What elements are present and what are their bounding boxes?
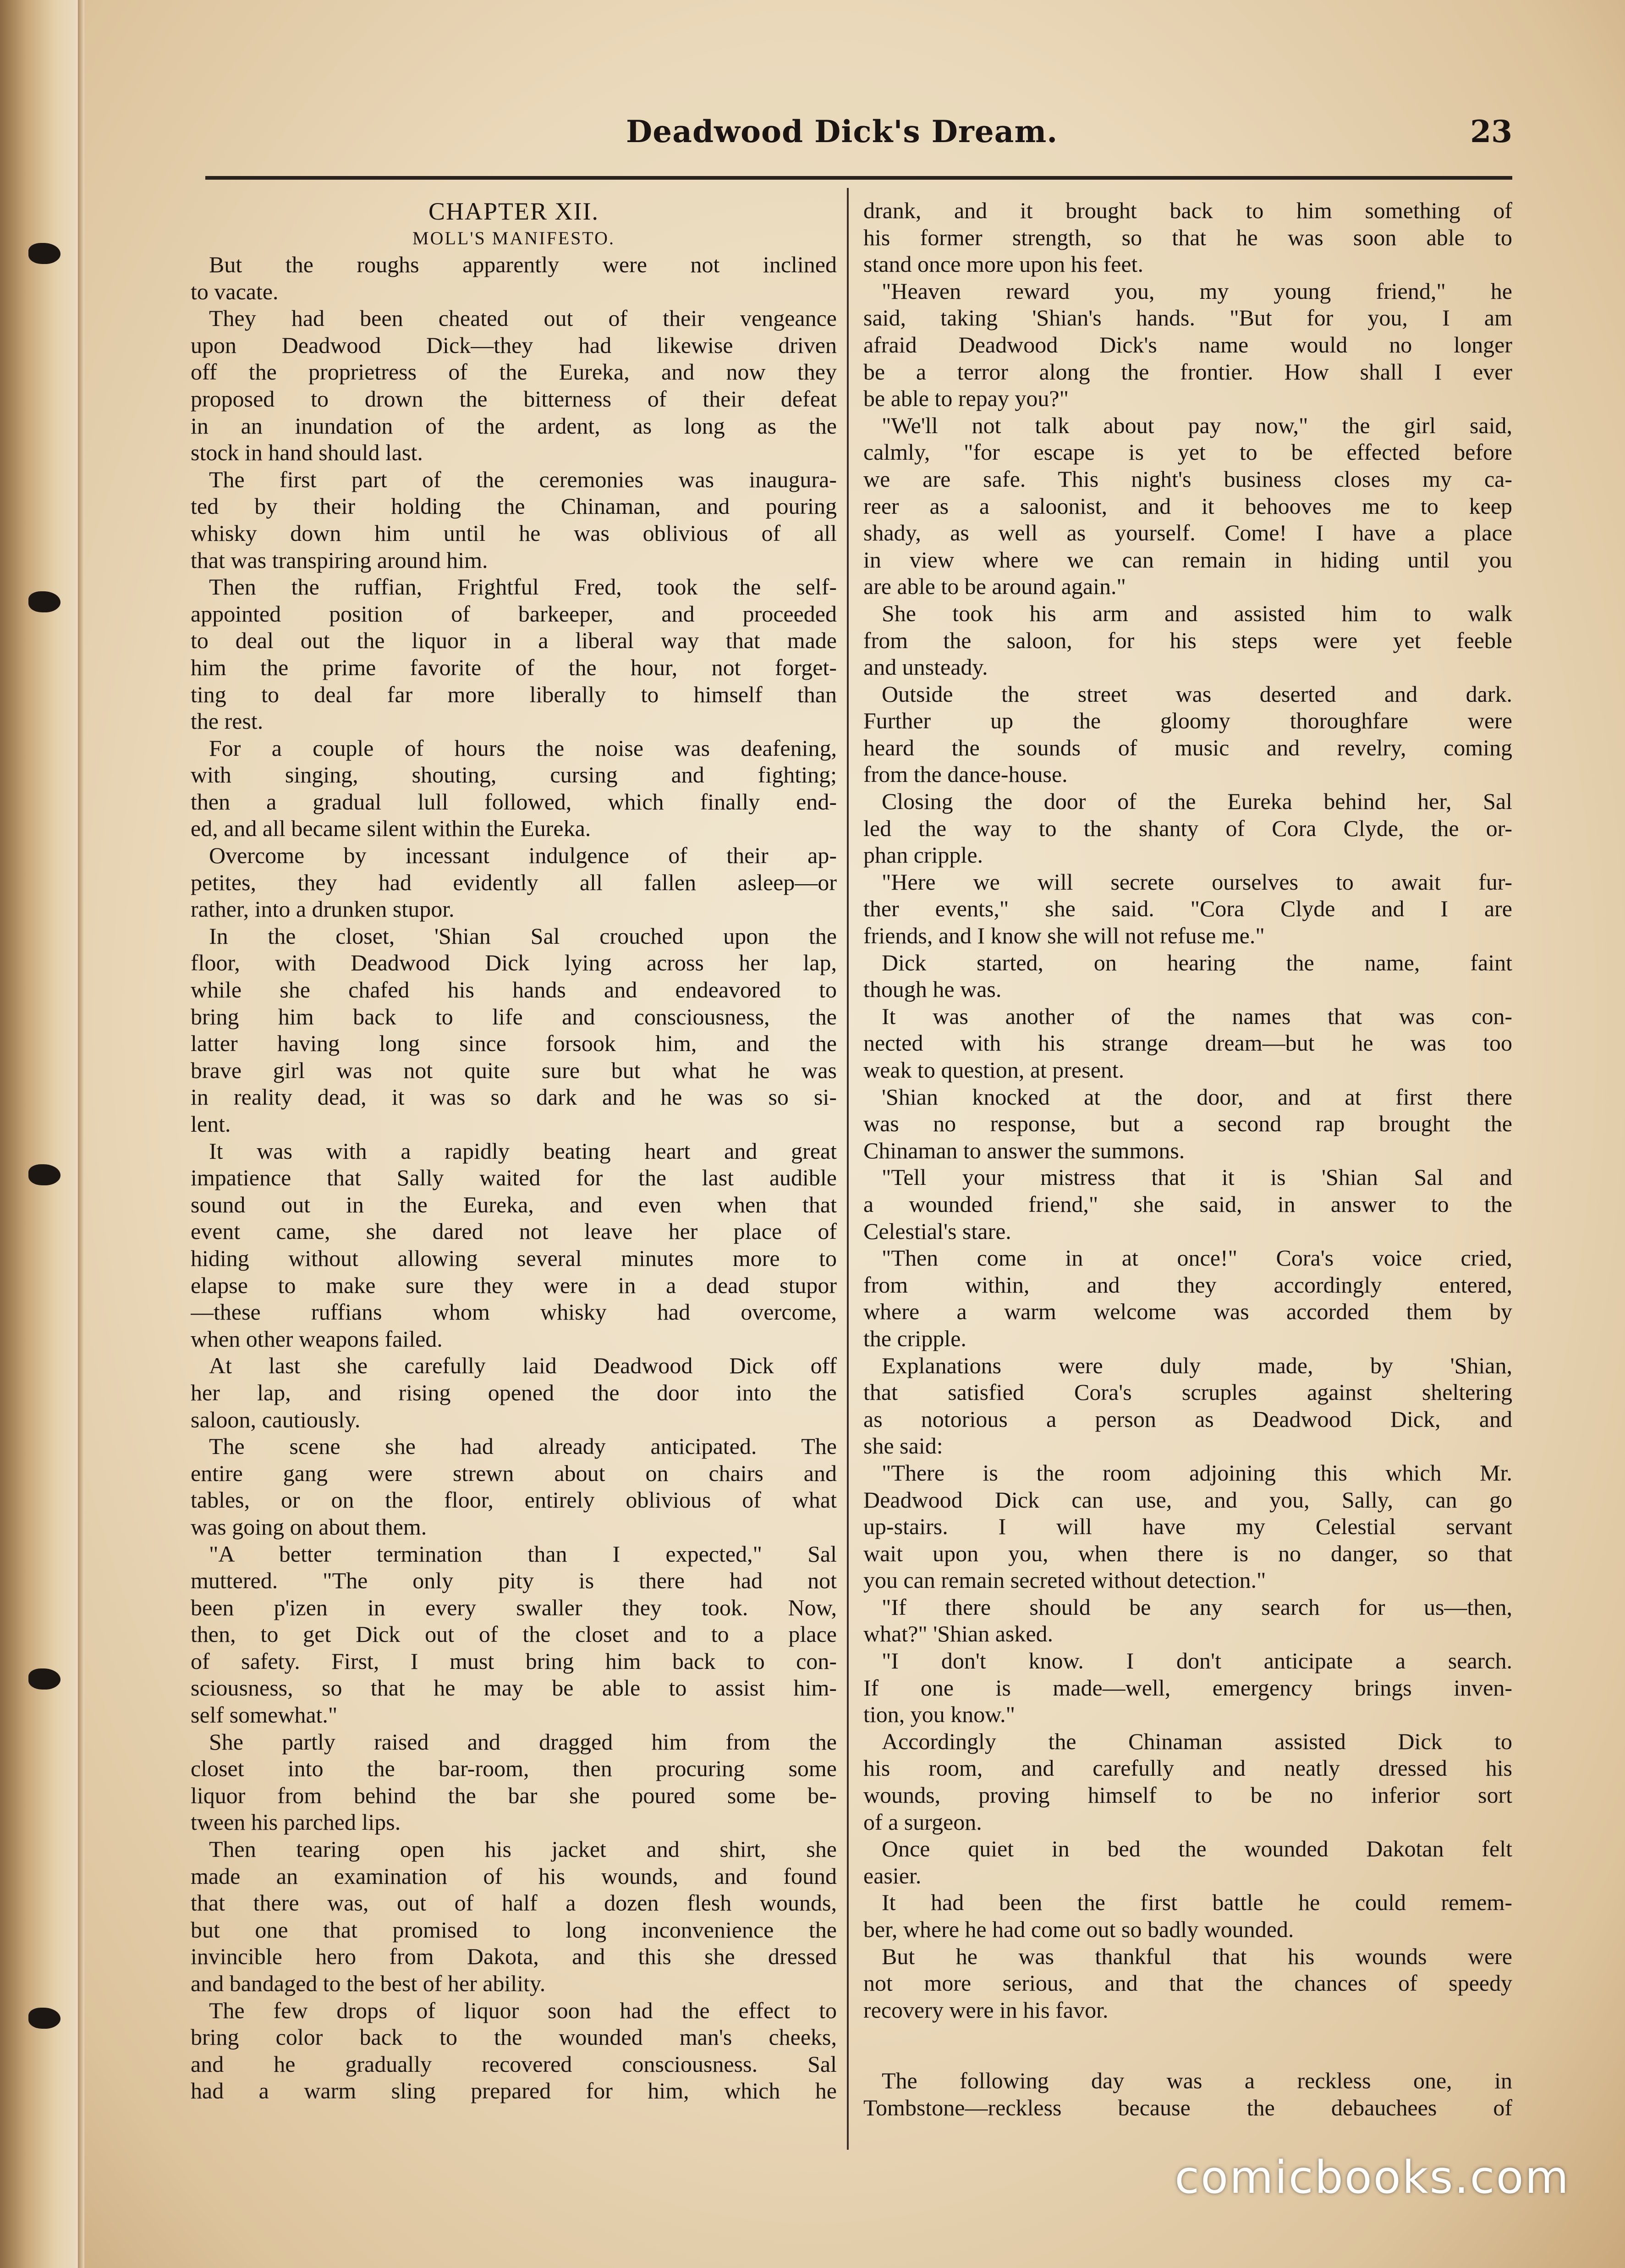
text-line: invincible hero from Dakota, and this she dressed [191, 1943, 837, 1970]
text-line: "Then come in at once!" Cora's voice cried, [882, 1245, 1512, 1271]
page-number: 23 [1470, 114, 1512, 149]
text-line: are able to be around again." [863, 573, 1126, 600]
text-line: we are safe. This night's business closes my ca- [863, 466, 1512, 492]
binding-stitch [28, 1164, 60, 1185]
text-line: appointed position of barkeeper, and proceeded [191, 600, 837, 627]
text-line: bring color back to the wounded man's cheeks, [191, 2024, 837, 2050]
text-line: self somewhat." [191, 1702, 338, 1728]
text-line: be able to repay you?" [863, 385, 1069, 412]
text-line: She took his arm and assisted him to walk [882, 600, 1512, 626]
right-text-column [863, 197, 1512, 2121]
header-rule [205, 176, 1512, 180]
text-line: It had been the first battle he could remem- [882, 1889, 1512, 1916]
text-line: that satisfied Cora's scruples against sheltering [863, 1379, 1512, 1405]
text-line: then, to get Dick out of the closet and to a place [191, 1621, 837, 1647]
text-line: sound out in the Eureka, and even when that [191, 1191, 837, 1217]
page-binding-edge [0, 0, 78, 2268]
text-line: It was with a rapidly beating heart and great [209, 1138, 837, 1164]
text-line: shady, as well as yourself. Come! I have a place [863, 520, 1512, 546]
text-line: of a surgeon. [863, 1809, 982, 1835]
text-line: Tombstone—reckless because the debauchees of [863, 2094, 1512, 2120]
text-line: that was transpiring around him. [191, 547, 488, 573]
text-line: stock in hand should last. [191, 440, 423, 466]
text-line: be a terror along the frontier. How shall I ever [863, 358, 1512, 385]
text-line: and unsteady. [863, 654, 988, 680]
text-line: to vacate. [191, 278, 279, 304]
text-line: where a warm welcome was accorded them by [863, 1299, 1512, 1325]
left-text-column [191, 197, 837, 2104]
text-line: ting to deal far more liberally to himself than [191, 681, 837, 707]
text-line: but one that promised to long inconvenience the [191, 1916, 837, 1943]
text-line: She partly raised and dragged him from the [209, 1729, 837, 1755]
text-line: petites, they had evidently all fallen asleep—or [191, 869, 837, 895]
text-line: up-stairs. I will have my Celestial servant [863, 1514, 1512, 1540]
text-line: and bandaged to the best of her ability. [191, 1971, 546, 1996]
binding-stitch [28, 2008, 60, 2029]
text-line: Once quiet in bed the wounded Dakotan felt [882, 1836, 1512, 1862]
text-line: had a warm sling prepared for him, which he [191, 2078, 837, 2104]
text-line: bring him back to life and consciousness, the [191, 1003, 837, 1029]
binding-stitch [28, 591, 60, 612]
text-line: 'Shian knocked at the door, and at first there [882, 1084, 1512, 1110]
running-title: Deadwood Dick's Dream. [626, 114, 1058, 149]
text-line: latter having long since forsook him, and the [191, 1030, 837, 1057]
text-line: led the way to the shanty of Cora Clyde, the or- [863, 815, 1512, 841]
text-line: off the proprietress of the Eureka, and now they [191, 359, 837, 385]
text-line: tween his parched lips. [191, 1809, 401, 1835]
text-line: Closing the door of the Eureka behind her, Sal [882, 788, 1512, 815]
text-line: calmly, "for escape is yet to be effected before [863, 439, 1512, 465]
text-line: Chinaman to answer the summons. [863, 1137, 1185, 1163]
text-line: If one is made—well, emergency brings inven- [863, 1674, 1512, 1701]
chapter-title: CHAPTER XII. [428, 198, 599, 225]
text-line: tables, or on the floor, entirely oblivious of what [191, 1487, 837, 1513]
text-line: Explanations were duly made, by 'Shian, [882, 1352, 1512, 1378]
text-line: been p'izen in every swaller they took. Now, [191, 1594, 837, 1620]
text-line: when other weapons failed. [191, 1326, 443, 1352]
text-line: Dick started, on hearing the name, faint [882, 949, 1512, 975]
text-line: ber, where he had come out so badly wounded. [863, 1916, 1294, 1942]
text-line: But the roughs apparently were not inclined [209, 252, 837, 277]
chapter-subtitle: MOLL'S MANIFESTO. [412, 228, 615, 248]
text-line: But he was thankful that his wounds were [882, 1943, 1512, 1969]
text-line: drank, and it brought back to him something of [863, 198, 1512, 223]
text-line: Then the ruffian, Frightful Fred, took the self- [209, 574, 837, 600]
text-line: his room, and carefully and neatly dressed his [863, 1755, 1512, 1781]
text-line: what?" 'Shian asked. [863, 1621, 1054, 1647]
text-line: "Tell your mistress that it is 'Shian Sal and [882, 1164, 1512, 1190]
text-line: For a couple of hours the noise was deafening, [209, 735, 837, 761]
text-line: "Here we will secrete ourselves to await fur- [882, 869, 1512, 895]
text-line: The first part of the ceremonies was inaugura- [209, 466, 837, 492]
text-line: "I don't know. I don't anticipate a search. [882, 1648, 1512, 1674]
text-line: was going on about them. [191, 1514, 427, 1540]
text-line: said, taking 'Shian's hands. "But for you, I am [863, 305, 1512, 331]
text-line: Overcome by incessant indulgence of their ap- [209, 842, 837, 869]
text-line: then a gradual lull followed, which finally end- [191, 788, 837, 815]
text-line: "There is the room adjoining this which Mr. [882, 1459, 1512, 1486]
text-line: Celestial's stare. [863, 1218, 1011, 1244]
text-line: hiding without allowing several minutes more to [191, 1245, 837, 1271]
text-line: ed, and all became silent within the Eureka. [191, 815, 591, 842]
text-line: though he was. [863, 976, 1002, 1002]
text-line: reer as a saloonist, and it behooves me to keep [863, 493, 1512, 519]
text-line: Outside the street was deserted and dark. [882, 681, 1512, 707]
text-line: the rest. [191, 708, 264, 734]
text-line: wait upon you, when there is no danger, so that [863, 1540, 1512, 1566]
text-line: The following day was a reckless one, in [882, 2068, 1512, 2094]
text-line: recovery were in his favor. [863, 1997, 1109, 2023]
text-line: weak to question, at present. [863, 1057, 1125, 1083]
text-line: The scene she had already anticipated. The [209, 1433, 837, 1459]
text-line: stand once more upon his feet. [863, 251, 1143, 277]
text-line: the cripple. [863, 1325, 966, 1351]
text-line: In the closet, 'Shian Sal crouched upon the [209, 923, 837, 949]
text-line: phan cripple. [863, 842, 983, 868]
text-line: that there was, out of half a dozen flesh wounds, [191, 1890, 837, 1916]
text-line: event came, she dared not leave her place of [191, 1218, 837, 1244]
text-line: floor, with Deadwood Dick lying across her lap, [191, 950, 837, 976]
text-line: as notorious a person as Deadwood Dick, and [863, 1406, 1512, 1432]
text-line: proposed to drown the bitterness of their defeat [191, 385, 837, 412]
text-line: and he gradually recovered consciousness. Sal [191, 2051, 837, 2077]
page-header [626, 114, 1512, 164]
text-line: him the prime favorite of the hour, not forget- [191, 654, 837, 680]
text-line: elapse to make sure they were in a dead stupor [191, 1272, 837, 1298]
text-line: whisky down him until he was oblivious of all [191, 520, 837, 546]
text-line: The few drops of liquor soon had the effect to [209, 1997, 837, 2023]
text-line: she said: [863, 1433, 943, 1459]
text-line: ther events," she said. "Cora Clyde and I are [863, 896, 1512, 922]
text-line: not more serious, and that the chances of speedy [863, 1970, 1512, 1996]
text-line: rather, into a drunken stupor. [191, 896, 455, 922]
text-line: of safety. First, I must bring him back to con- [191, 1648, 837, 1674]
text-line: friends, and I know she will not refuse me." [863, 923, 1265, 949]
text-line: her lap, and rising opened the door into the [191, 1379, 837, 1405]
binding-stitch [28, 243, 60, 264]
text-line: you can remain secreted without detection." [863, 1567, 1266, 1593]
text-line: easier. [863, 1862, 922, 1888]
text-line: muttered. "The only pity is there had not [191, 1568, 837, 1594]
text-line: wounds, proving himself to be no inferior sort [863, 1782, 1512, 1808]
text-line: lent. [191, 1111, 231, 1137]
page-fold [78, 0, 84, 2268]
text-line: brave girl was not quite sure but what he was [191, 1057, 837, 1083]
text-line: Then tearing open his jacket and shirt, she [209, 1836, 837, 1862]
text-line: It was another of the names that was con- [882, 1003, 1512, 1029]
text-line: At last she carefully laid Deadwood Dick off [209, 1353, 837, 1379]
binding-stitch [28, 1668, 60, 1690]
text-line: impatience that Sally waited for the last audible [191, 1165, 837, 1191]
text-line: Further up the gloomy thoroughfare were [863, 708, 1512, 734]
text-line: saloon, cautiously. [191, 1406, 361, 1432]
text-line: from the saloon, for his steps were yet feeble [863, 627, 1512, 653]
text-line: Accordingly the Chinaman assisted Dick to [882, 1728, 1512, 1754]
text-line: "Heaven reward you, my young friend," he [882, 278, 1512, 304]
text-line: from within, and they accordingly entered, [863, 1272, 1512, 1298]
text-line: closet into the bar-room, then procuring some [191, 1756, 837, 1782]
text-line: They had been cheated out of their vengeance [209, 305, 837, 331]
text-line: upon Deadwood Dick—they had likewise driven [191, 332, 837, 358]
text-line: "If there should be any search for us—then, [882, 1594, 1512, 1620]
text-line: —these ruffians whom whisky had overcome, [191, 1299, 837, 1325]
text-line: in an inundation of the ardent, as long as the [191, 413, 837, 439]
text-line: a wounded friend," she said, in answer to the [863, 1191, 1512, 1217]
watermark: comicbooks.com [1175, 2152, 1570, 2204]
text-line: tion, you know." [863, 1701, 1016, 1728]
text-line: "We'll not talk about pay now," the girl said, [882, 412, 1512, 438]
column-divider [847, 188, 849, 2150]
text-line: liquor from behind the bar she poured some be- [191, 1782, 837, 1808]
text-line: in reality dead, it was so dark and he was so si- [191, 1084, 837, 1110]
text-line: made an examination of his wounds, and found [191, 1863, 837, 1889]
text-line: heard the sounds of music and revelry, coming [863, 734, 1512, 760]
text-line: while she chafed his hands and endeavored to [191, 977, 837, 1003]
text-line: to deal out the liquor in a liberal way that made [191, 628, 837, 654]
text-line: afraid Deadwood Dick's name would no longer [863, 331, 1512, 358]
text-line: his former strength, so that he was soon able to [863, 224, 1512, 250]
text-line: from the dance-house. [863, 761, 1068, 787]
text-line: entire gang were strewn about on chairs and [191, 1460, 837, 1486]
text-line: in view where we can remain in hiding until you [863, 546, 1512, 573]
text-line: Deadwood Dick can use, and you, Sally, can go [863, 1486, 1512, 1513]
text-line: with singing, shouting, cursing and fighting; [191, 762, 837, 788]
text-line: was no response, but a second rap brought the [863, 1111, 1512, 1137]
text-line: "A better termination than I expected," Sal [209, 1541, 837, 1567]
text-line: sciousness, so that he may be able to assist him- [191, 1675, 837, 1701]
section-break [863, 2023, 1512, 2067]
text-line: ted by their holding the Chinaman, and pouring [191, 493, 837, 519]
text-line: nected with his strange dream—but he was too [863, 1030, 1512, 1056]
